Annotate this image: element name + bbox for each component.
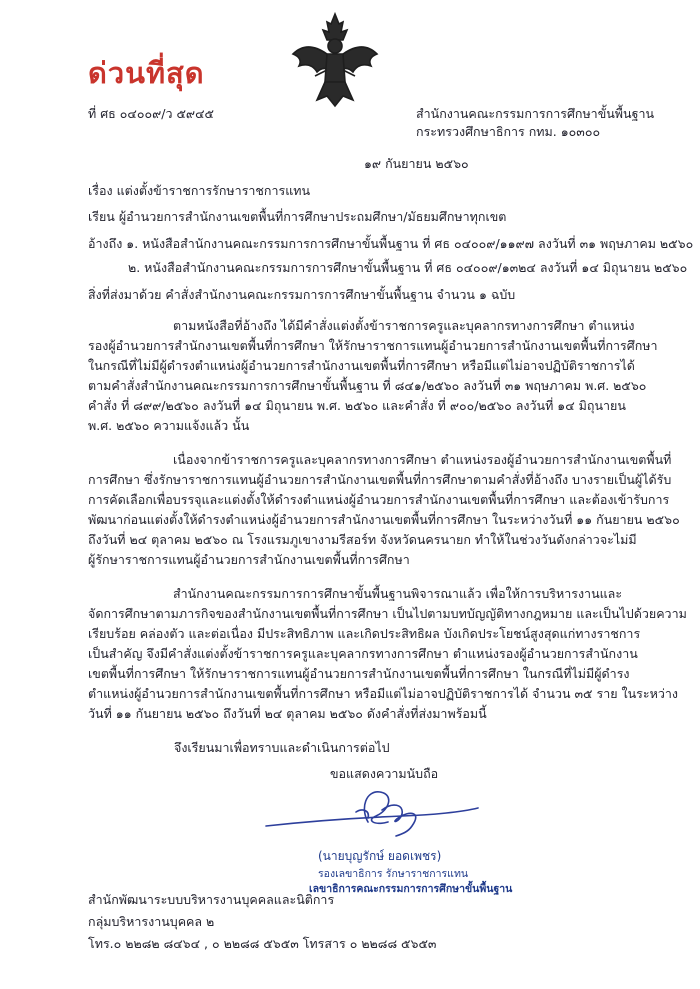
paragraph-line: เรียบร้อย คล่องตัว และต่อเนื่อง มีประสิทธิภาพ และเกิดประสิทธิผล บังเกิดประโยชน์สูงสุดแก่ทางราชการ <box>88 626 641 641</box>
footer-phone: โทร.๐ ๒๒๘๒ ๘๔๖๔ , ๐ ๒๒๘๘ ๕๖๕๓ โทรสาร ๐ ๒๒๘๘ ๕๖๕๓ <box>88 936 437 951</box>
paragraph-line: สำนักงานคณะกรรมการการศึกษาขั้นพื้นฐานพิจารณาแล้ว เพื่อให้การบริหารงานและ <box>173 586 623 601</box>
paragraph-line: รองผู้อำนวยการสำนักงานเขตพื้นที่การศึกษา ให้รักษาราชการแทนผู้อำนวยการสำนักงานเขตพื้นที่การศึกษา <box>88 338 658 353</box>
subject: เรื่อง แต่งตั้งข้าราชการรักษาราชการแทน <box>88 183 311 198</box>
paragraph-line: เขตพื้นที่การศึกษา ให้รักษาราชการแทนผู้อำนวยการสำนักงานเขตพื้นที่การศึกษา ในกรณีที่ไม่มีผู้ดำรง <box>88 666 630 681</box>
signer-title-2: เลขาธิการคณะกรรมการการศึกษาขั้นพื้นฐาน <box>309 883 513 895</box>
paragraph-line: การศึกษา ซึ่งรักษาราชการแทนผู้อำนวยการสำนักงานเขตพื้นที่การศึกษาตามคำสั่งที่อ้างถึง บางรายเป็นผู้ได้รับ <box>88 472 672 487</box>
signer-name: (นายบุญรักษ์ ยอดเพชร) <box>318 849 442 863</box>
paragraph-line: พ.ศ. ๒๕๖๐ ความแจ้งแล้ว นั้น <box>88 418 250 433</box>
closing-salutation: ขอแสดงความนับถือ <box>330 766 439 781</box>
paragraph-line: ตามคำสั่งสำนักงานคณะกรรมการการศึกษาขั้นพื้นฐาน ที่ ๘๔๑/๒๕๖๐ ลงวันที่ ๓๑ พฤษภาคม พ.ศ. ๒๕๖๐ <box>88 378 647 393</box>
paragraph-line: การคัดเลือกเพื่อบรรจุและแต่งตั้งให้ดำรงตำแหน่งผู้อำนวยการสำนักงานเขตพื้นที่การศึกษา และต้องเข้ารับการ <box>88 492 670 507</box>
paragraph-line: วันที่ ๑๑ กันยายน ๒๕๖๐ ถึงวันที่ ๒๔ ตุลาคม ๒๕๖๐ ดังคำสั่งที่ส่งมาพร้อมนี้ <box>88 706 487 721</box>
paragraph-line: ตำแหน่งผู้อำนวยการสำนักงานเขตพื้นที่การศึกษา หรือมีแต่ไม่อาจปฏิบัติราชการได้ จำนวน ๓๕ ราย ในระหว่าง <box>88 686 678 701</box>
urgency-label: ด่วนที่สุด <box>88 56 205 90</box>
paragraph-line: ผู้รักษาราชการแทนผู้อำนวยการสำนักงานเขตพื้นที่การศึกษา <box>88 552 410 567</box>
paragraph-line: คำสั่ง ที่ ๘๙๙/๒๕๖๐ ลงวันที่ ๑๔ มิถุนายน พ.ศ. ๒๕๖๐ และคำสั่ง ที่ ๙๐๐/๒๕๖๐ ลงวันที่ ๑๔ มิถุนายน <box>88 398 626 413</box>
footer-group: กลุ่มบริหารงานบุคคล ๒ <box>88 914 215 929</box>
paragraph-line: ถึงวันที่ ๒๔ ตุลาคม ๒๕๖๐ ณ โรงแรมภูเขางามรีสอร์ท จังหวัดนครนายก ทำให้ในช่วงวันดังกล่าวจะไม่มี <box>88 532 637 547</box>
paragraph-3 <box>88 584 687 724</box>
document-date: ๑๙ กันยายน ๒๕๖๐ <box>364 156 469 171</box>
handwritten-signature <box>262 782 482 844</box>
paragraph-1 <box>88 316 658 436</box>
paragraph-line: ในกรณีที่ไม่มีผู้ดำรงตำแหน่งผู้อำนวยการสำนักงานเขตพื้นที่การศึกษา หรือมีแต่ไม่อาจปฏิบัติราชการได้ <box>88 358 635 373</box>
reference-2: ๒. หนังสือสำนักงานคณะกรรมการการศึกษาขั้นพื้นฐาน ที่ ศธ ๐๔๐๐๙/๑๓๒๔ ลงวันที่ ๑๔ มิถุนายน ๒๕๖๐ <box>128 260 688 275</box>
footer-office: สำนักพัฒนาระบบบริหารงานบุคคลและนิติการ <box>88 892 335 907</box>
enclosure: สิ่งที่ส่งมาด้วย คำสั่งสำนักงานคณะกรรมการการศึกษาขั้นพื้นฐาน จำนวน ๑ ฉบับ <box>88 287 516 302</box>
signer-title-1: รองเลขาธิการ รักษาราชการแทน <box>318 868 469 880</box>
paragraph-line: จัดการศึกษาตามภารกิจของสำนักงานเขตพื้นที่การศึกษา เป็นไปตามบทบัญญัติทางกฎหมาย และเป็นไปด้วยความ <box>88 606 687 621</box>
document-number: ที่ ศธ ๐๔๐๐๙/ว ๕๙๔๕ <box>88 106 214 121</box>
recipient: เรียน ผู้อำนวยการสำนักงานเขตพื้นที่การศึกษาประถมศึกษา/มัธยมศึกษาทุกเขต <box>88 209 507 224</box>
paragraph-line: เนื่องจากข้าราชการครูและบุคลากรทางการศึกษา ตำแหน่งรองผู้อำนวยการสำนักงานเขตพื้นที่ <box>173 452 672 467</box>
paragraph-2 <box>88 450 680 570</box>
org-name: สำนักงานคณะกรรมการการศึกษาขั้นพื้นฐาน <box>416 106 655 121</box>
org-address: กระทรวงศึกษาธิการ กทม. ๑๐๓๐๐ <box>416 124 601 139</box>
paragraph-line: ตามหนังสือที่อ้างถึง ได้มีคำสั่งแต่งตั้งข้าราชการครูและบุคลากรทางการศึกษา ตำแหน่ง <box>173 318 635 333</box>
paragraph-line: เป็นสำคัญ จึงมีคำสั่งแต่งตั้งข้าราชการครูและบุคลากรทางการศึกษา ตำแหน่งรองผู้อำนวยการสำนักงาน <box>88 646 638 661</box>
reference-1: อ้างถึง ๑. หนังสือสำนักงานคณะกรรมการการศึกษาขั้นพื้นฐาน ที่ ศธ ๐๔๐๐๙/๑๑๙๗ ลงวันที่ ๓๑ พฤษภาคม ๒๕๖๐ <box>88 236 694 251</box>
garuda-emblem <box>287 10 383 110</box>
closing-request: จึงเรียนมาเพื่อทราบและดำเนินการต่อไป <box>174 740 390 755</box>
paragraph-line: พัฒนาก่อนแต่งตั้งให้ดำรงตำแหน่งผู้อำนวยการสำนักงานเขตพื้นที่การศึกษา ในระหว่างวันที่ ๑๑ กันยายน ๒๕๖๐ <box>88 512 680 527</box>
